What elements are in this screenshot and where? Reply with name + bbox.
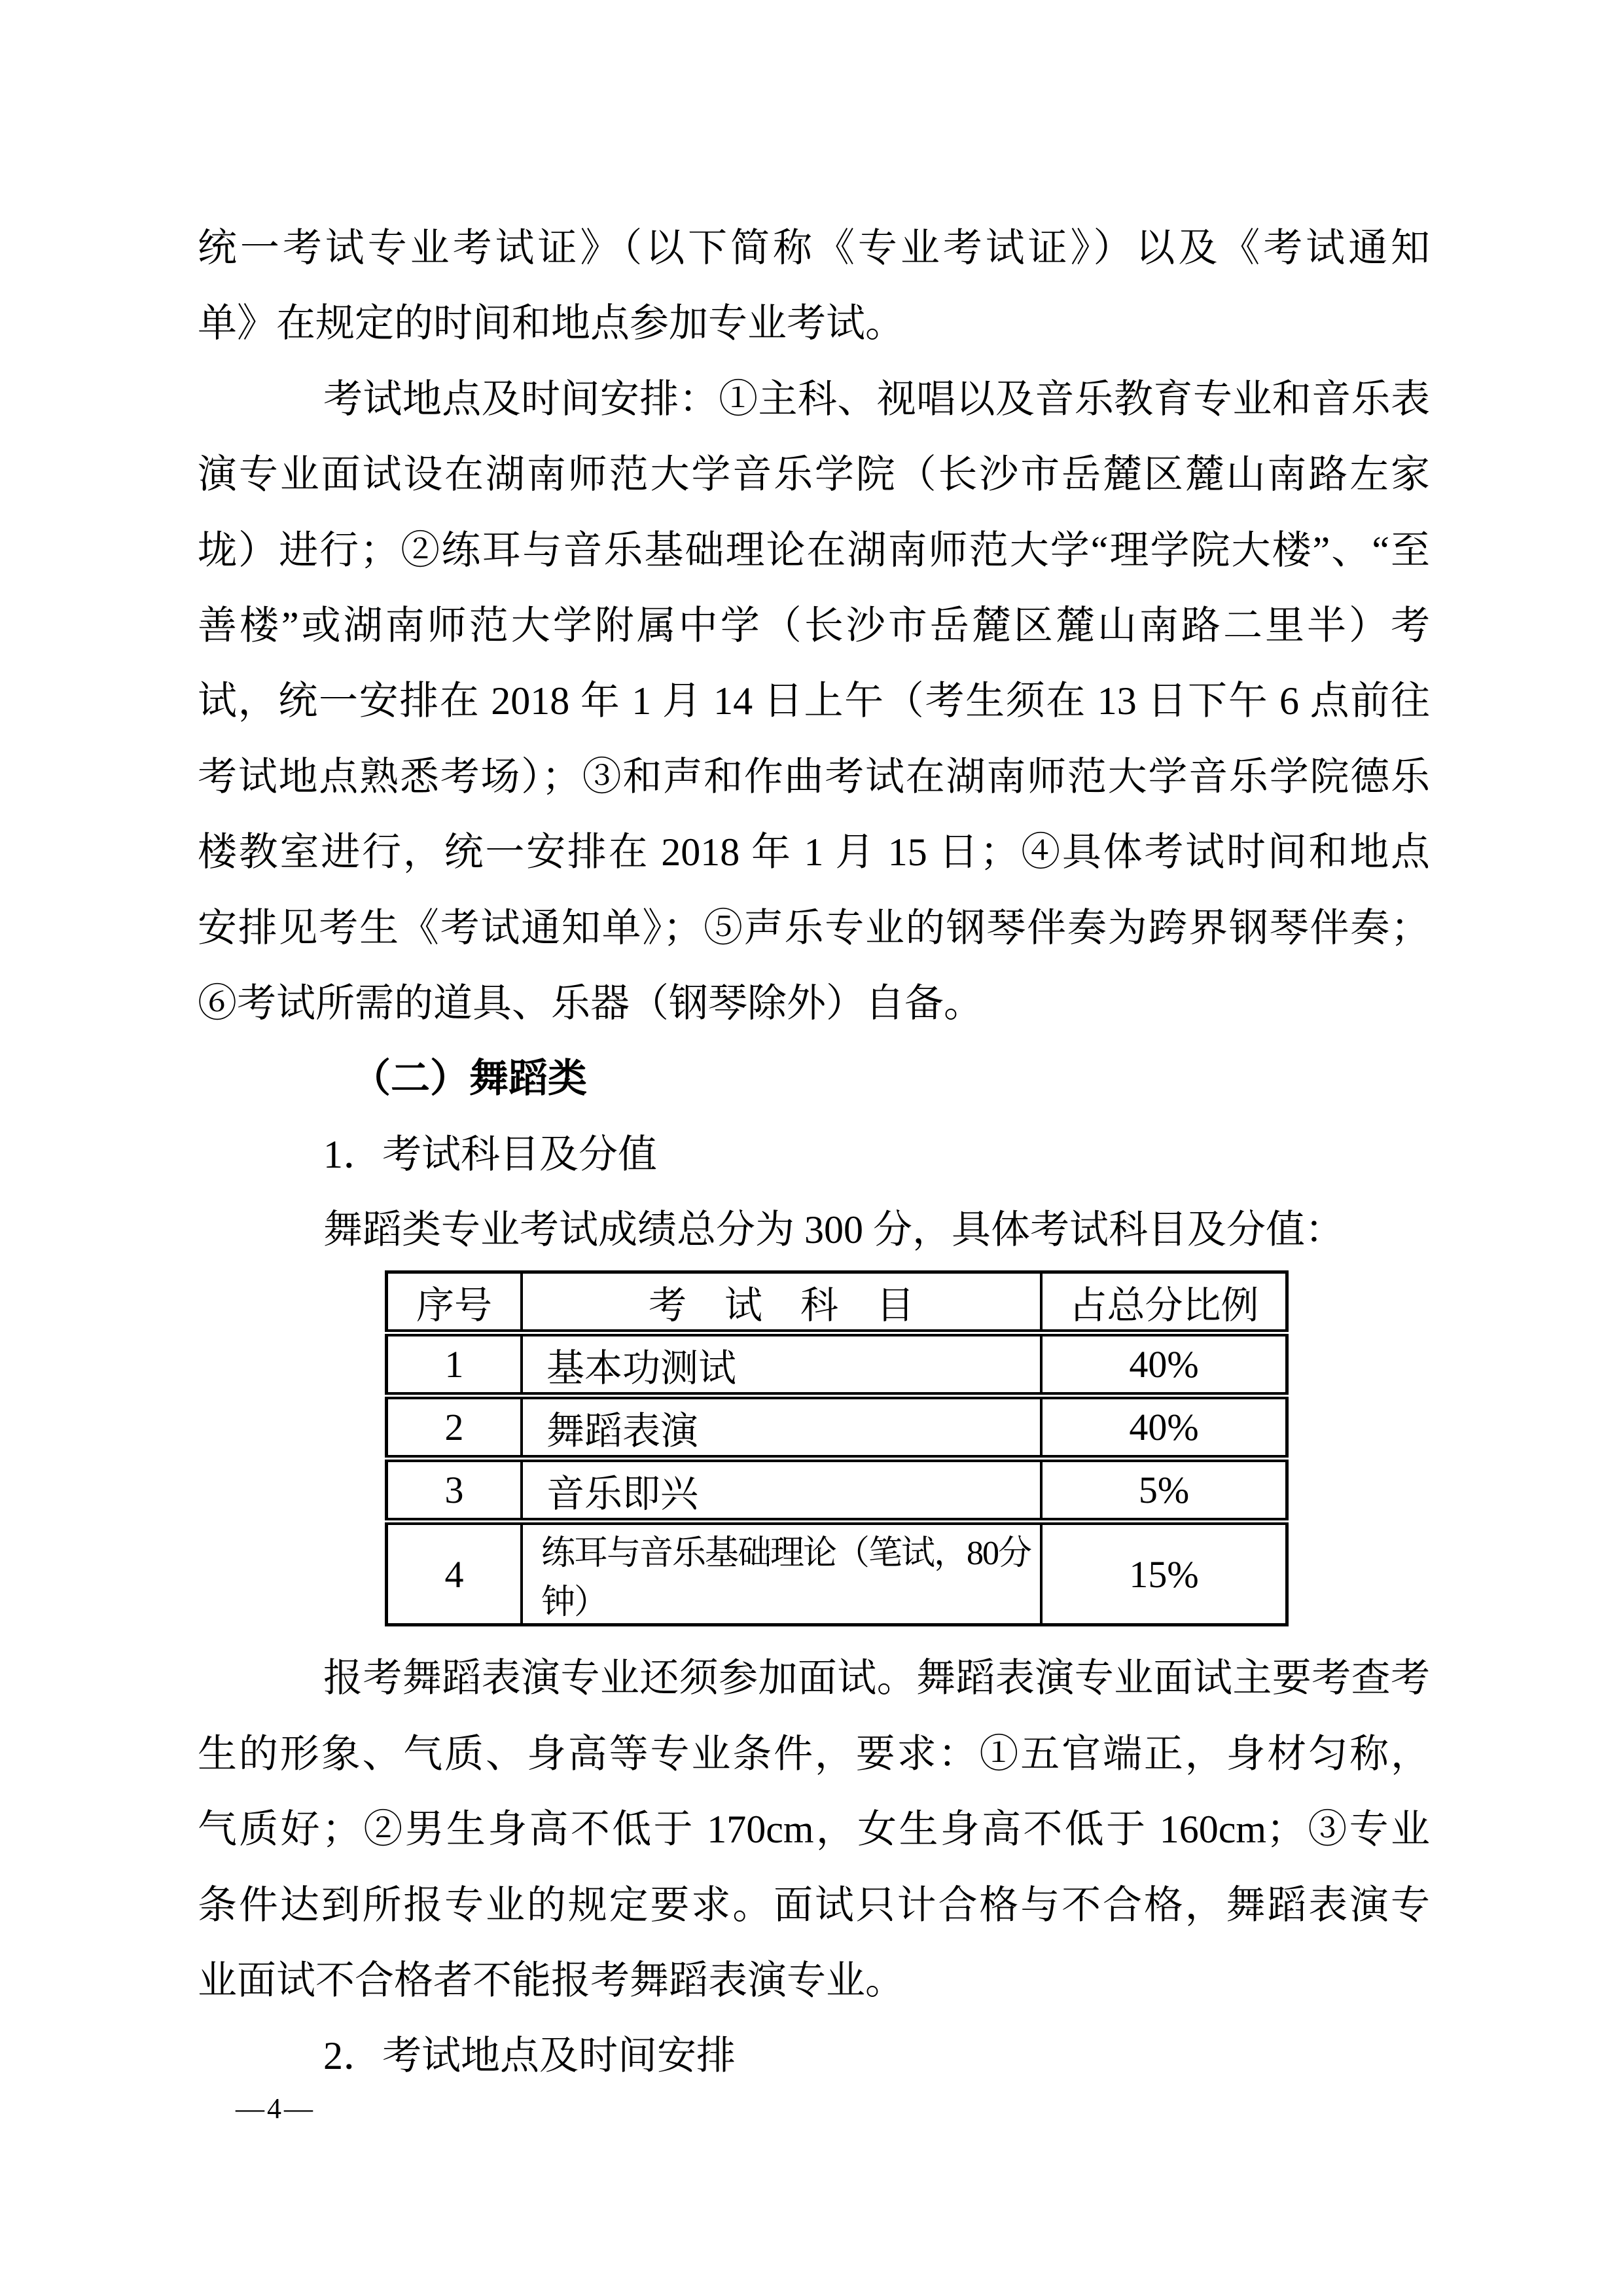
table-cell-subject: 舞蹈表演	[522, 1396, 1041, 1459]
table-row	[387, 1459, 1287, 1522]
subheading-exam-location-time: 2．考试地点及时间安排	[323, 2034, 736, 2078]
table-cell-index: 4	[444, 1552, 464, 1596]
paragraph-line: 统一考试专业考试证》（以下简称《专业考试证》）以及《考试通知	[198, 226, 1430, 270]
table-cell-index: 1	[387, 1333, 522, 1396]
table-cell-index: 2	[387, 1396, 522, 1459]
score-table	[385, 1270, 1289, 1626]
paragraph-line: 舞蹈类专业考试成绩总分为 300 分，具体考试科目及分值：	[323, 1208, 1344, 1252]
paragraph-line: 报考舞蹈表演专业还须参加面试。舞蹈表演专业面试主要考查考	[323, 1657, 1430, 1700]
paragraph-line: 安排见考生《考试通知单》；⑤声乐专业的钢琴伴奏为跨界钢琴伴奏；	[198, 906, 1430, 950]
section-heading-dance: （二）舞蹈类	[351, 1057, 587, 1101]
paragraph-line: 条件达到所报专业的规定要求。面试只计合格与不合格，舞蹈表演专	[198, 1883, 1430, 1927]
table-header-subject: 考 试 科 目	[522, 1272, 1041, 1333]
paragraph-line: 垅）进行；②练耳与音乐基础理论在湖南师范大学“理学院大楼”、“至	[198, 528, 1430, 572]
paragraph-line: ⑥考试所需的道具、乐器（钢琴除外）自备。	[198, 981, 983, 1025]
table-cell-index: 3	[387, 1459, 522, 1522]
table-row	[387, 1333, 1287, 1396]
paragraph-line: 演专业面试设在湖南师范大学音乐学院（长沙市岳麓区麓山南路左家	[198, 453, 1430, 497]
paragraph-line: 单》在规定的时间和地点参加专业考试。	[198, 302, 904, 346]
table-cell-subject: 基本功测试	[522, 1333, 1041, 1396]
paragraph-line: 善楼”或湖南师范大学附属中学（长沙市岳麓区麓山南路二里半）考	[198, 603, 1430, 647]
table-header-percentage: 占总分比例	[1041, 1272, 1287, 1333]
table-header-index: 序号	[387, 1272, 522, 1333]
paragraph-line: 试，统一安排在 2018 年 1 月 14 日上午（考生须在 13 日下午 6 点前往	[198, 679, 1430, 723]
paragraph-line: 气质好；②男生身高不低于 170cm，女生身高不低于 160cm；③专业	[198, 1808, 1430, 1852]
table-header-row	[387, 1272, 1287, 1333]
table-cell-percentage: 40%	[1041, 1333, 1287, 1396]
paragraph-line: 考试地点及时间安排：①主科、视唱以及音乐教育专业和音乐表	[323, 377, 1430, 421]
table-cell-percentage: 5%	[1041, 1459, 1287, 1522]
table-cell-subject: 音乐即兴	[522, 1459, 1041, 1522]
table-cell-percentage: 15%	[1041, 1522, 1287, 1625]
subheading-subjects-and-scores: 1．考试科目及分值	[323, 1132, 657, 1176]
table-cell-subject: 练耳与音乐基础理论（笔试，80分钟）	[522, 1522, 1041, 1625]
table-cell-percentage: 40%	[1041, 1396, 1287, 1459]
paragraph-line: 生的形象、气质、身高等专业条件，要求：①五官端正，身材匀称，	[198, 1732, 1430, 1776]
table-row	[387, 1522, 1287, 1625]
document-body	[198, 211, 1430, 2094]
page-number: —4—	[236, 2092, 315, 2125]
paragraph-line: 考试地点熟悉考场）；③和声和作曲考试在湖南师范大学音乐学院德乐	[198, 755, 1430, 798]
paragraph-line: 业面试不合格者不能报考舞蹈表演专业。	[198, 1959, 904, 2003]
paragraph-line: 楼教室进行，统一安排在 2018 年 1 月 15 日；④具体考试时间和地点	[198, 831, 1430, 874]
table-row	[387, 1396, 1287, 1459]
